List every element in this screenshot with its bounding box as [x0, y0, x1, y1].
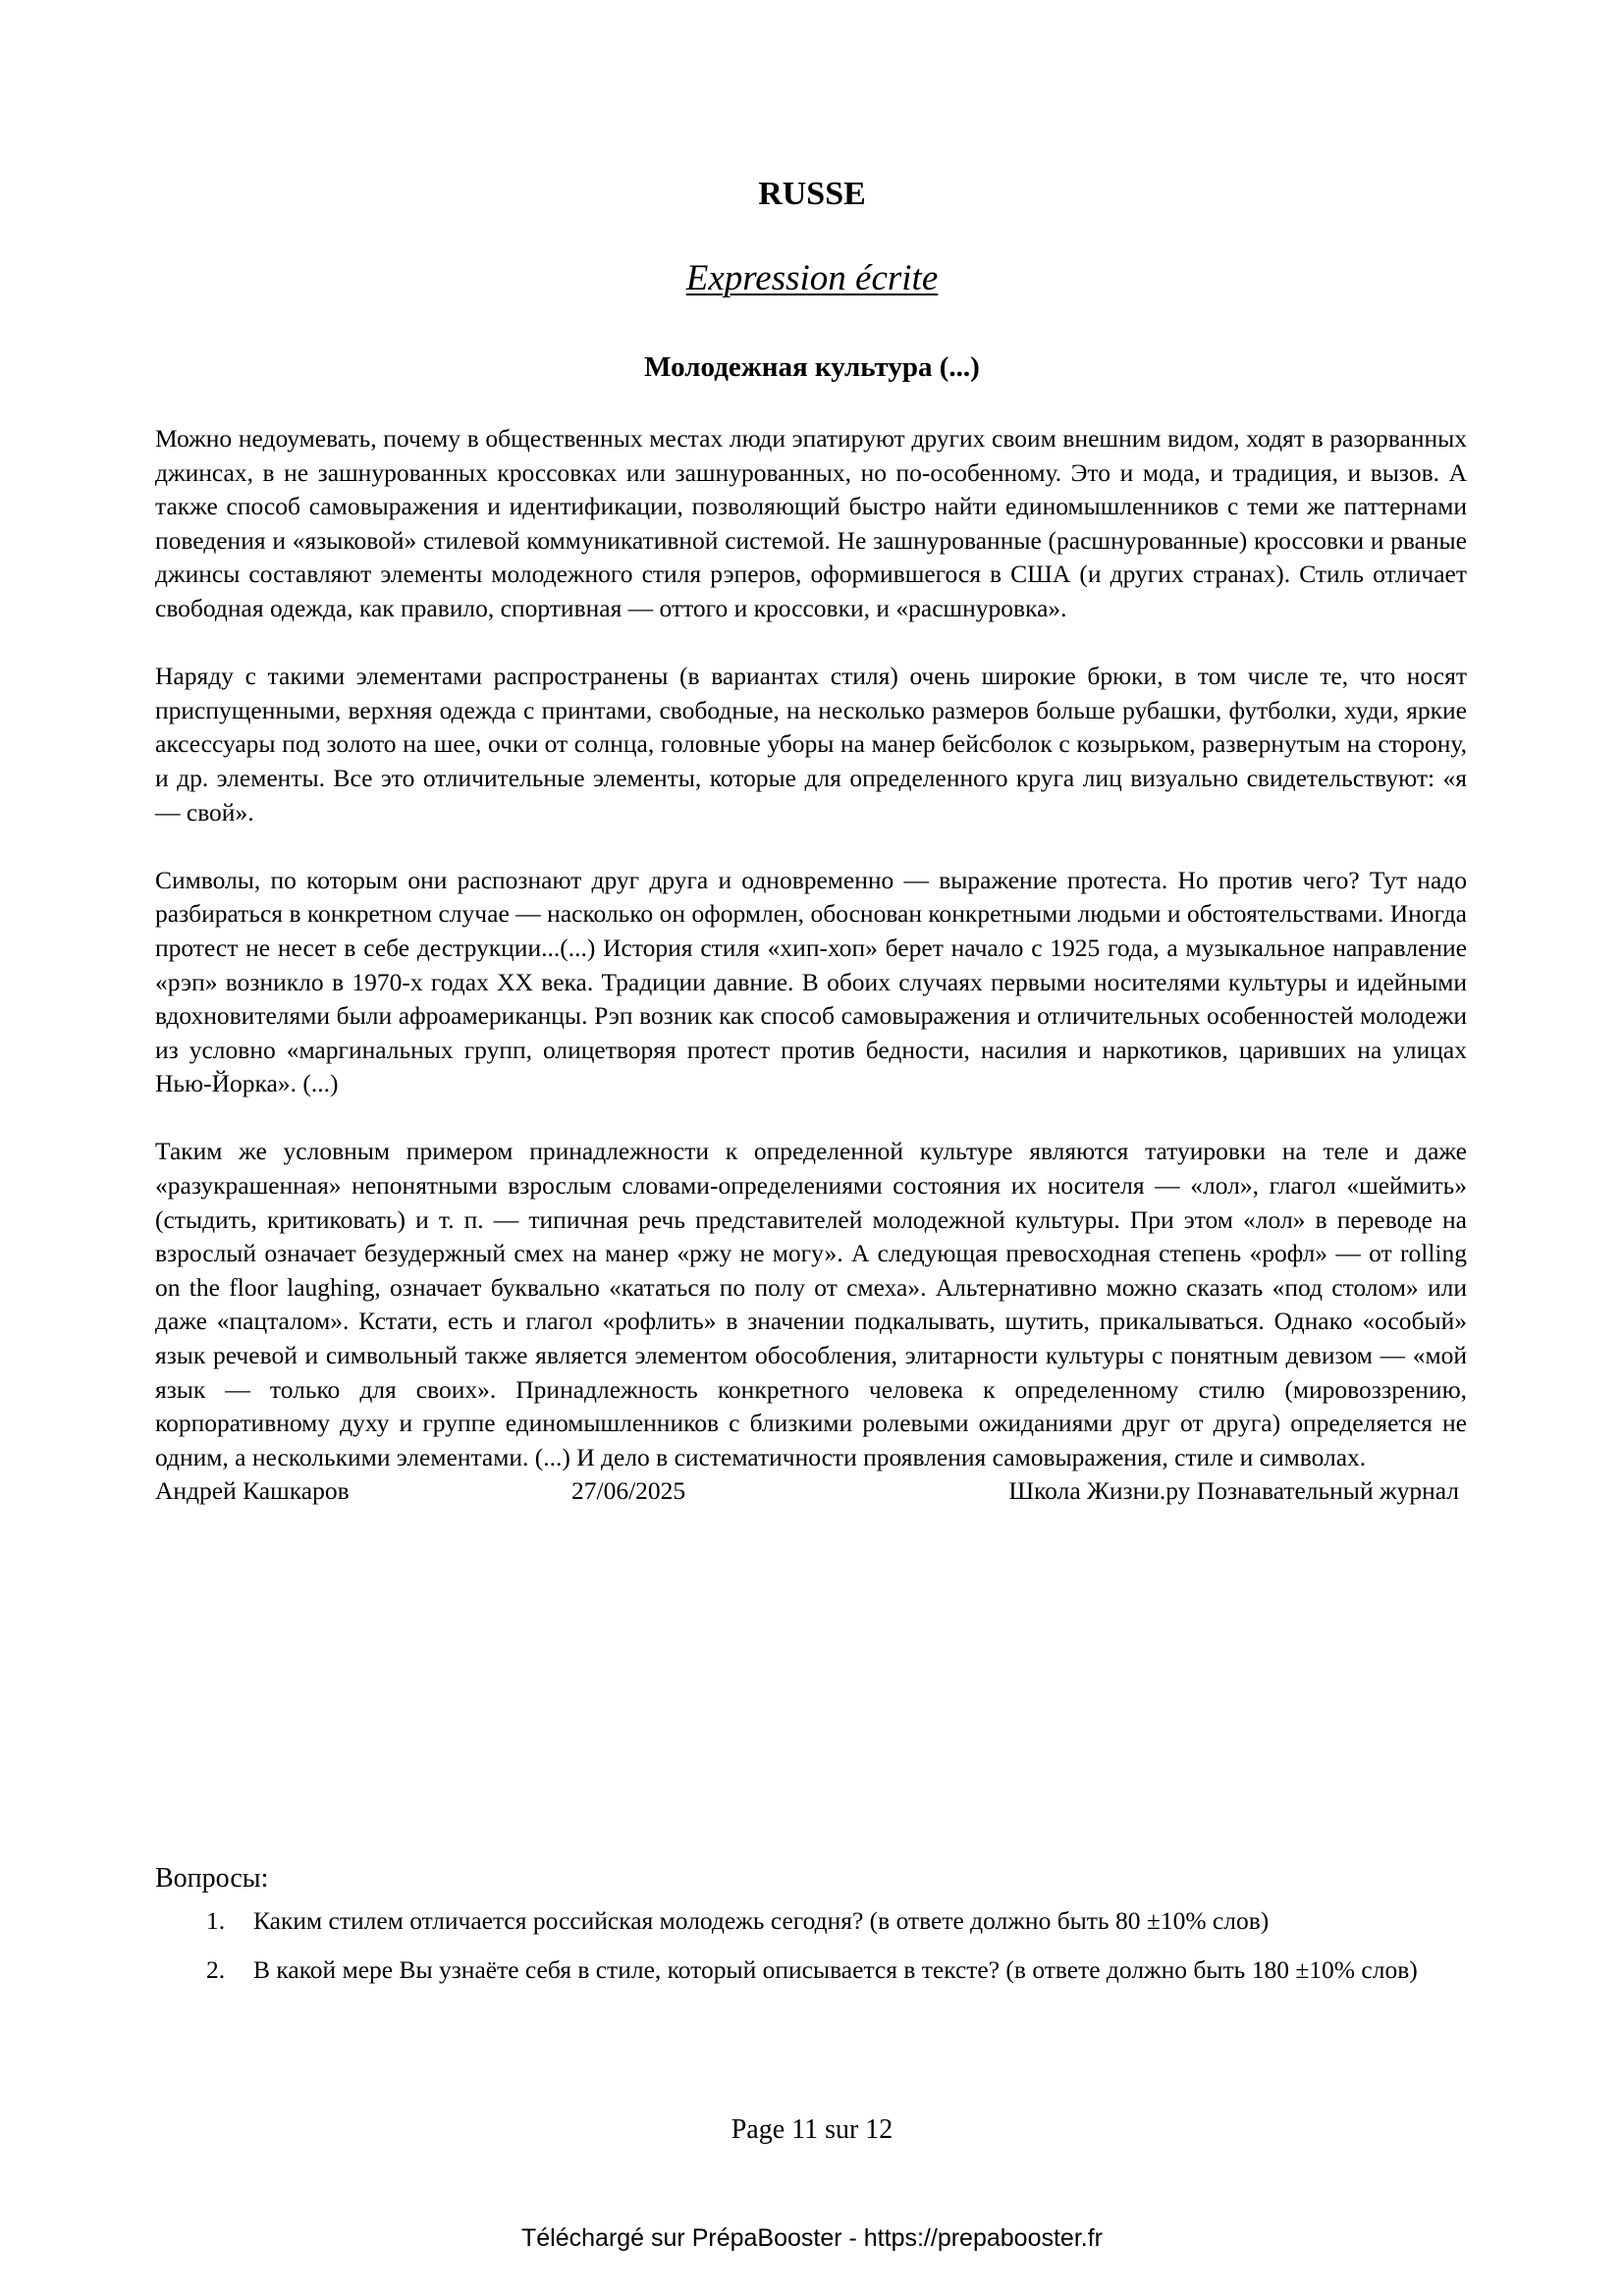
- article-paragraph-2: Наряду с такими элементами распространены (в вариантах стиля) очень широкие брюки, в том числе те, что носят приспущенными, верхняя одежда с принтами, свободные, на несколько размеров больше рубашки, футболки, худи, яркие аксессуары под золото на шее, очки от солнца, головные уборы на манер бейсболок с козырьком, развернутым на сторону, и др. элементы. Все это отличительные элементы, которые для определенного круга лиц визуально свидетельствуют: «я — свой».: [155, 662, 1467, 827]
- download-footer: Téléchargé sur PrépaBooster - https://prepabooster.fr: [521, 2224, 1103, 2252]
- question-text: В какой мере Вы узнаёте себя в стиле, который описывается в тексте? (в ответе должно быть 180 ±10% слов): [253, 1955, 1418, 1984]
- source-date: 27/06/2025: [571, 1476, 686, 1506]
- page-number: Page 11 sur 12: [731, 2114, 893, 2145]
- questions-heading: Вопросы:: [155, 1863, 269, 1894]
- question-item: [206, 1902, 1467, 1940]
- source-author: Андрей Кашкаров: [155, 1476, 350, 1506]
- article-paragraph-1: Можно недоумевать, почему в общественных местах люди эпатируют других своим внешним видом, ходят в разорванных джинсах, в не зашнурованных кроссовках или зашнурованных, но по-особенному. Это и мода, и традиция, и вызов. А также способ самовыражения и идентификации, позволяющий быстро найти единомышленников с теми же паттернами поведения и «языковой» стилевой коммуникативной системой. Не зашнурованные (расшнурованные) кроссовки и рваные джинсы составляют элементы молодежного стиля рэперов, оформившегося в США (и других странах). Стиль отличает свободная одежда, как правило, спортивная — оттого и кроссовки, и «расшнуровка».: [155, 424, 1467, 622]
- section-title: Expression écrite: [685, 258, 939, 298]
- questions-list: [206, 1902, 1467, 2001]
- question-number: 1.: [206, 1906, 226, 1935]
- source-journal: Школа Жизни.ру Познавательный журнал: [1008, 1476, 1459, 1506]
- article-paragraph-4: Таким же условным примером принадлежности к определенной культуре являются татуировки на теле и даже «разукрашенная» непонятными взрослым словами-определениями состояния их носителя — «лол», глагол «шеймить» (стыдить, критиковать) и т. п. — типичная речь представителей молодежной культуры. При этом «лол» в переводе на взрослый означает безудержный смех на манер «ржу не могу». А следующая превосходная степень «рофл» — от rolling on the floor laughing, означает буквально «кататься по полу от смеха». Альтернативно можно сказать «под столом» или даже «пацталом». Кстати, есть и глагол «рофлить» в значении подкалывать, шутить, прикалываться. Однако «особый» язык речевой и символьный также является элементом обособления, элитарности культуры с понятным девизом — «мой язык — только для своих». Принадлежность конкретного человека к определенному стилю (мировоззрению, корпоративному духу и группе единомышленников с близкими ролевыми ожиданиями друг от друга) определяется не одним, а несколькими элементами. (...) И дело в систематичности проявления самовыражения, стиле и символах.: [155, 1137, 1467, 1471]
- article-body: [155, 422, 1467, 1510]
- question-text: Каким стилем отличается российская молодежь сегодня? (в ответе должно быть 80 ±10% слов): [253, 1906, 1270, 1935]
- article-source: [155, 1474, 1467, 1510]
- article-paragraph-3: Символы, по которым они распознают друг друга и одновременно — выражение протеста. Но против чего? Тут надо разбираться в конкретном случае — насколько он оформлен, обоснован конкретными людьми и обстоятельствами. Иногда протест не несет в себе деструкции...(...) История стиля «хип-хоп» берет начало с 1925 года, а музыкальное направление «рэп» возникло в 1970-х годах XX века. Традиции давние. В обоих случаях первыми носителями культуры и идейными вдохновителями были афроамериканцы. Рэп возник как способ самовыражения и отличительных особенностей молодежи из условно «маргинальных групп, олицетворяя протест против бедности, насилия и наркотиков, царивших на улицах Нью-Йорка». (...): [155, 865, 1467, 1098]
- subject-title: RUSSE: [758, 176, 866, 212]
- question-item: [206, 1951, 1467, 1989]
- question-number: 2.: [206, 1955, 226, 1984]
- article-title: Молодежная культура (...): [644, 351, 980, 383]
